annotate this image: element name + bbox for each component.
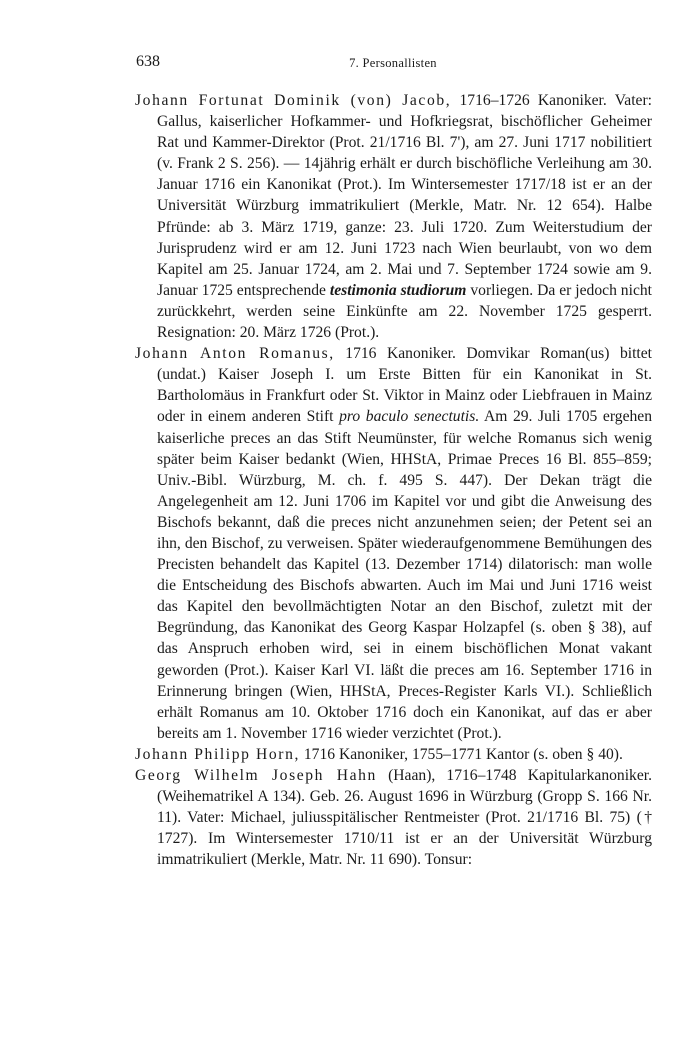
entry-name: Johann Anton Romanus, xyxy=(135,345,335,363)
running-head: 7. Personallisten xyxy=(349,56,437,70)
entry-text: Am 29. Juli 1705 ergehen kaiserliche preces an das Stift Neumünster, für welche Romanus sich wenig später beim Kaiser bedankt (Wien, HHStA, Primae Preces 16 Bl. 855–859; Univ.-Bibl. Würzburg, M. ch. f. 495 S. 447). Der Dekan trägt die Angelegenheit am 12. Juni 1706 im Kapitel vor und gibt die Anweisung des Bischofs bekannt, daß die preces nicht anzunehmen seien; der Petent sei an ihn, den Bischof, zu verweisen. Später wiederaufgenommene Bemühungen des Precisten behandelt das Kapitel (13. Dezember 1714) dilatorisch: man wolle die Entscheidung des Bischofs abwarten. Auch im Mai und Juni 1716 weist das Kapitel den bevollmächtigten Notar an den Bischof, zuletzt mit der Begründung, das Kanonikat des Georg Kaspar Holzapfel (s. oben § 38), auf das Anspruch erhoben wird, sei in einem bischöflichen Monat vakant geworden (Prot.). Kaiser Karl VI. läßt die preces am 16. September 1716 in Erinnerung bringen (Wien, HHStA, Preces-Register Karls VI.). Schließlich erhält Romanus am 10. Oktober 1716 doch ein Kanonikat, auf das er aber bereits am 1. November 1716 wieder verzichtet (Prot.). xyxy=(157,408,653,742)
latin-phrase: testimonia studiorum xyxy=(329,281,467,299)
entry-romanus xyxy=(135,343,652,744)
page-number: 638 xyxy=(136,53,160,70)
entry-text: 1716–1726 Kanoniker. Vater: Gallus, kaiserlicher Hofkammer- und Hofkriegsrat, bischöflicher Geheimer Rat und Kammer-Direktor (Prot. 21/1716 Bl. 7'), am 27. Juni 1717 nobilitiert (v. Frank 2 S. 256). — 14jährig erhält er durch bischöfliche Verleihung am 30. Januar 1716 ein Kanonikat (Prot.). Im Wintersemester 1717/18 ist er an der Universität Würzburg immatrikuliert (Merkle, Matr. Nr. 12 654). Halbe Pfründe: ab 3. März 1719, ganze: 23. Juli 1720. Zum Weiterstudium der Jurisprudenz wird er am 12. Juni 1723 nach Wien beurlaubt, von wo dem Kapitel am 25. Januar 1724, am 2. Mai und 7. September 1724 sowie am 9. Januar 1725 entsprechende xyxy=(157,92,652,299)
page-header xyxy=(136,52,650,74)
entry-name: Georg Wilhelm Joseph Hahn xyxy=(135,767,377,784)
entry-name: Johann Fortunat Dominik (von) Jacob, xyxy=(135,92,452,109)
entry-jacob xyxy=(135,90,652,343)
entry-name: Johann Philipp Horn, xyxy=(135,745,300,763)
entry-horn xyxy=(135,744,652,765)
entry-text: 1716 Kanoniker, 1755–1771 Kantor (s. oben § 40). xyxy=(299,745,623,763)
entry-text: vorliegen. Da er jedoch nicht zurückkehrt, werden seine Einkünfte am 22. November 1725 gesperrt. Resignation: 20. März 1726 (Prot.). xyxy=(157,281,652,342)
entry-text: 1716 Kanoniker. Domvikar Roman(us) bittet (undat.) Kaiser Joseph I. um Erste Bitten für ein Kanonikat in St. Bartholomäus in Frankfurt oder St. Viktor in Mainz oder Liebfrauen in Mainz oder in einem anderen Stift xyxy=(157,345,652,426)
entry-text: (Haan), 1716–1748 Kapitularkanoniker. (Weihematrikel A 134). Geb. 26. August 1696 in Würzburg (Gropp S. 166 Nr. 11). Vater: Michael, juliusspitälischer Rentmeister (Prot. 21/1716 Bl. 75) († 1727). Im Wintersemester 1710/11 ist er an der Universität Würzburg immatrikuliert (Merkle, Matr. Nr. 11 690). Tonsur: xyxy=(157,767,652,869)
entry-hahn xyxy=(135,765,652,870)
latin-phrase: pro baculo senectutis. xyxy=(339,408,480,426)
entry-list xyxy=(135,90,652,870)
